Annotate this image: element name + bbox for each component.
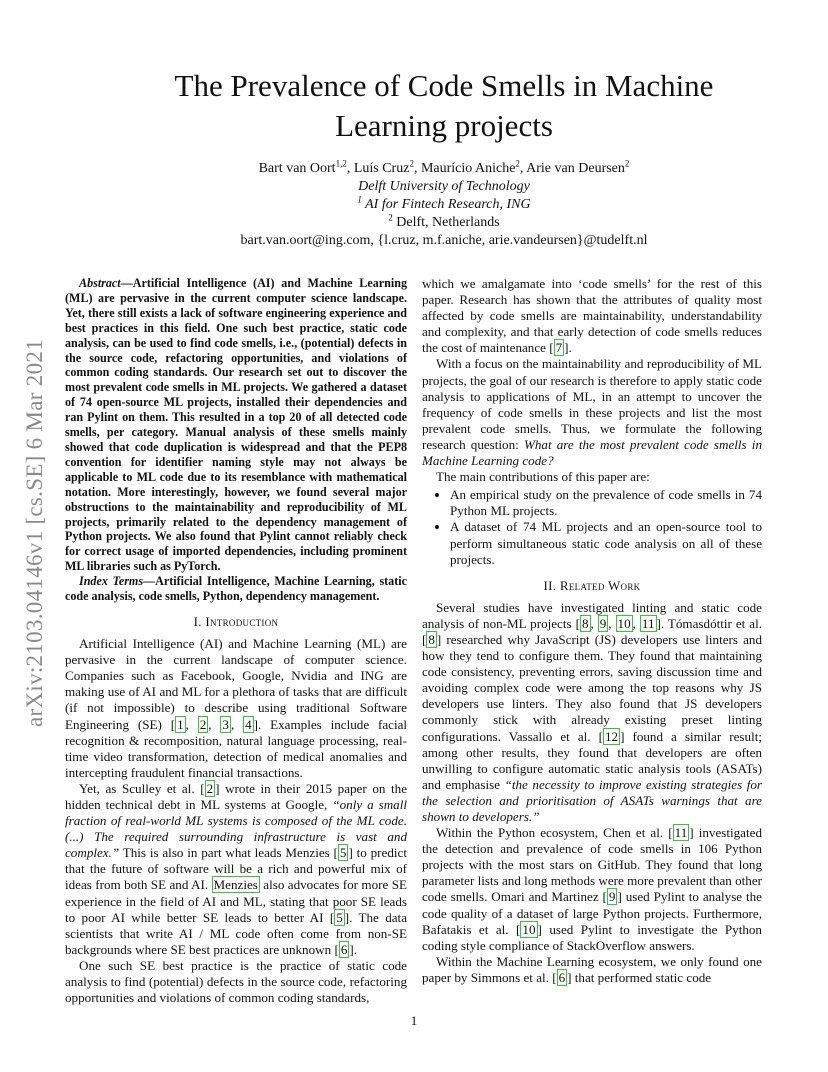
citation-link[interactable]: 2 xyxy=(206,780,214,796)
section-heading-related-work: II. Related Work xyxy=(543,577,641,593)
page-number: 1 xyxy=(410,1013,418,1028)
paragraph: Artificial Intelligence (AI) and Machine Learning (ML) are pervasive in the current landscape of computer science. Companies such as Facebook, Google, Nvidia and ING are making use of AI and ML for a plethora of tasks that are difficult (if not impossible) to describe using traditional Software Engineering (SE) [ 1 , 2 , 3 , 4 ]. Examples include facial recognition & recomposition, natural language processing, real-time video transformation, detection of medical anomalies and intercepting fraudulent financial transactions. xyxy=(65,636,408,780)
paragraph: The main contributions of this paper are: xyxy=(436,469,650,485)
citation-link[interactable]: 9 xyxy=(608,889,616,905)
right-column xyxy=(422,276,762,986)
paragraph: One such SE best practice is the practice of static code analysis to find (potential) defects in the source code, refactoring opportunities and violations of common coding standards, xyxy=(65,957,407,1006)
abstract-text: —Artificial Intelligence (AI) and Machine Learning (ML) are pervasive in the current computer science landscape. Yet, there still exists a lack of software engineering experience and best practices in this field. One such best practice, static code analysis, can be used to find code smells, i.e., (potential) defects in the source code, refactoring opportunities, and violations of common coding standards. Our research set out to discover the most prevalent code smells in ML projects. We gathered a dataset of 74 open-source ML projects, installed their dependencies and ran Pylint on them. This resulted in a top 20 of all detected code smells, per category. Manual analysis of these smells mainly showed that code duplication is widespread and that the PEP8 convention for identifier naming style may not always be applicable to ML code due to its resemblance with mathematical notation. More interestingly, however, we found several major obstructions to the maintainability and reproducibility of ML projects, primarily related to the dependency management of Python projects. We also found that Pylint cannot reliably check for correct usage of imported dependencies, including prominent ML libraries such as PyTorch. xyxy=(65,276,407,574)
contributions-list xyxy=(422,487,762,567)
paragraph xyxy=(422,356,762,469)
paragraph: Within the Machine Learning ecosystem, we only found one paper by Simmons et al. [ 6 ] that performed static code xyxy=(422,953,762,985)
citation-link[interactable]: 12 xyxy=(604,728,619,744)
arxiv-stamp xyxy=(20,295,50,770)
text: Within the Python ecosystem, Chen et al. xyxy=(436,825,669,841)
text: . Examples include facial recognition & recomposition, natural language processing, real-time video transformation, detection of medical anomalies and intercepting fraudulent financial transactions. xyxy=(65,716,408,780)
affiliation-text: Delft, Netherlands xyxy=(392,215,500,230)
affiliation-1 xyxy=(80,196,808,214)
affiliation-text: AI for Fintech Research, ING xyxy=(361,197,531,212)
citation-link[interactable]: 6 xyxy=(340,941,348,957)
citation-link[interactable]: 5 xyxy=(336,909,343,925)
author-name: , Maurício Aniche xyxy=(413,161,516,176)
citation-link[interactable]: Menzies xyxy=(213,877,258,893)
section-heading-introduction: I. Introduction xyxy=(193,613,279,629)
paragraph: Several studies have investigated linting and static code analysis of non-ML projects [ 8 , 9 , 10 , 11 ]. Tómasdóttir et al. [ 8 ] researched why JavaScript (JS) developers use linters and how they tend to configure them. They found that maintaining code consistency, preventing errors, saving discussion time and avoiding complex code were among the top reasons why JS developers use linters. They also found that JS developers commonly stick with already existing preset linting configurations. Vassallo et al. [ 12 ] found a similar result; among other results, they found that developers are often unwilling to configure automatic static analysis tools (ASATs) and emphasise “the necessity to improve existing strategies for the selection and prioritisation of ASATs warnings that are shown to developers.” xyxy=(422,599,762,824)
citation-link[interactable]: 9 xyxy=(599,615,607,631)
citation-link[interactable]: 4 xyxy=(245,716,252,732)
text: Within the Machine Learning ecosystem, we only found one paper by Simmons et al. xyxy=(422,953,762,985)
citation-link[interactable]: 2 xyxy=(199,716,207,732)
text: to predict that the future of software will be a rich and powerful mix of ideas from both SE and AI. xyxy=(65,845,407,893)
citation-link[interactable]: 8 xyxy=(428,631,435,647)
citation-link[interactable]: 10 xyxy=(522,921,536,937)
abstract-label: Abstract xyxy=(79,276,121,290)
text: investigated the detection and prevalence of code smells in 106 Python projects with the most stars on GitHub. They found that long parameter lists and long methods were more prevalent than other code smells. Omari and Martinez xyxy=(422,825,762,905)
text: With a focus on the maintainability and reproducibility of ML projects, the goal of our research is therefore to apply static code analysis to applications of ML, in an attempt to uncover the frequency of code smells in these projects and list the most prevalent code smells. Thus, we formulate the following research question: xyxy=(422,356,762,452)
text: also advocates for more SE experience in the field of AI and ML, stating that poor SE leads to poor AI while better SE leads to better AI xyxy=(65,877,408,925)
text: Artificial Intelligence (AI) and Machine Learning (ML) are pervasive in the current landscape of computer science. Companies such as Facebook, Google, Nvidia and ING are making use of AI and ML for a plethora of tasks that are difficult (if not impossible) to describe using traditional Software Engineering (SE) xyxy=(65,636,407,732)
paragraph: Yet, as Sculley et al. [ 2 ] wrote in their 2015 paper on the hidden technical debt in ML systems at Google, “only a small fraction of real-world ML systems is composed of the ML code. (...) The required surrounding infrastructure is vast and complex.” This is also in part what leads Menzies [ 5 ] to predict that the future of software will be a rich and powerful mix of ideas from both SE and AI. Menzies also advocates for more SE experience in the field of AI and ML, stating that poor SE leads to poor AI while better SE leads to better AI [ 5 ]. The data scientists that write AI / ML code often come from non-SE backgrounds where SE best practices are unknown [ 6 ]. xyxy=(65,780,408,957)
citation-link[interactable]: 3 xyxy=(222,716,229,732)
text: Yet, as Sculley et al. xyxy=(79,780,201,796)
affiliation-mark: 2 xyxy=(409,158,414,169)
paragraph: which we amalgamate into ‘code smells’ for the rest of this paper. Research has shown that the attributes of quality most affected by code smells are maintainability, understandability and complexity, and that early detection of code smells reduces the cost of maintenance [ 7 ]. xyxy=(422,276,762,356)
index-terms xyxy=(65,574,407,604)
title-line-2: Learning projects xyxy=(335,108,553,143)
text: used Pylint to analyse the code quality of a dataset of large Python projects. Furthermore, Bafatakis et al. xyxy=(422,889,762,937)
text: which we amalgamate into ‘code smells’ for the rest of this paper. Research has shown that the attributes of quality most affected by code smells are maintainability, understandability and complexity, and that early detection of code smells reduces the cost of maintenance xyxy=(422,276,762,356)
citation-link[interactable]: 11 xyxy=(674,825,688,841)
arxiv-stamp-text: arXiv:2103.04146v1 [cs.SE] 6 Mar 2021 xyxy=(22,338,47,727)
author-name: Bart van Oort xyxy=(258,161,336,176)
left-column xyxy=(65,276,407,1006)
citation-link[interactable]: 10 xyxy=(617,615,631,631)
quote: “only a small fraction of real-world ML systems is composed of the ML code. (...) The required surrounding infrastructure is vast and complex.” xyxy=(65,796,408,861)
paragraph: Within the Python ecosystem, Chen et al. [ 11 ] investigated the detection and prevalence of code smells in 106 Python projects with the most stars on GitHub. They found that long parameter lists and long methods were more prevalent than other code smells. Omari and Martinez [ 9 ] used Pylint to analyse the code quality of a dataset of large Python projects. Furthermore, Bafatakis et al. [ 10 ] used Pylint to investigate the Python coding style compliance of StackOverflow answers. xyxy=(422,825,762,953)
list-item: • A dataset of 74 ML projects and an open-source tool to perform simultaneous static code analysis on all of these projects. xyxy=(450,519,762,567)
author-block xyxy=(80,160,808,250)
affiliation-mark: 2 xyxy=(515,158,520,169)
affiliation-mark: 1 xyxy=(357,194,362,205)
index-terms-text: —Artificial Intelligence, Machine Learning, static code analysis, code smells, Python, dependency management. xyxy=(65,574,407,604)
text: . The data scientists that write AI / ML code often come from non-SE backgrounds where SE best practices are unknown xyxy=(65,909,408,957)
citation-link[interactable]: 8 xyxy=(581,615,589,631)
text: researched why JavaScript (JS) developers use linters and how they tend to configure them. They found that maintaining code consistency, preventing errors, saving discussion time and avoiding complex code were among the top reasons why JS developers use linters. They also found that JS developers commonly stick with already existing preset linting configurations. Vassallo et al. xyxy=(422,631,762,744)
quote: “the necessity to improve existing strategies for the selection and prioritisation of ASATs warnings that are shown to developers.” xyxy=(422,776,762,824)
text: . Tómasdóttir et al. xyxy=(660,615,762,631)
affiliation-mark: 2 xyxy=(624,158,630,169)
text: . xyxy=(353,941,358,957)
text: that performed static code xyxy=(571,969,712,985)
citation-link[interactable]: 7 xyxy=(555,340,563,356)
affiliation-mark: 1,2 xyxy=(335,158,347,169)
author-names xyxy=(80,160,808,178)
author-name: , Luís Cruz xyxy=(346,161,410,176)
affiliation-mark: 2 xyxy=(388,212,393,223)
author-name: , Arie van Deursen xyxy=(519,161,625,176)
citation-link[interactable]: 11 xyxy=(641,615,655,631)
text: found a similar result; among other results, they found that developers are often unwilling to configure automatic static analysis tools (ASATs) and emphasise xyxy=(422,728,762,792)
abstract xyxy=(65,276,407,574)
title-line-1: The Prevalence of Code Smells in Machine xyxy=(174,68,714,103)
citation-link[interactable]: 6 xyxy=(558,969,566,985)
citation-link[interactable]: 5 xyxy=(339,845,347,861)
text: used Pylint to investigate the Python coding style compliance of StackOverflow answers. xyxy=(422,921,762,953)
citation-link[interactable]: 1 xyxy=(177,716,184,732)
text: Several studies have investigated linting and static code analysis of non-ML projects xyxy=(422,599,762,631)
affiliation-0: Delft University of Technology xyxy=(358,179,530,194)
index-terms-label: Index Terms xyxy=(79,574,144,589)
affiliation-2 xyxy=(80,214,808,232)
list-item: • An empirical study on the prevalence of code smells in 74 Python ML projects. xyxy=(450,487,762,519)
author-emails: bart.van.oort@ing.com, {l.cruz, m.f.aniche, arie.vandeursen}@tudelft.nl xyxy=(240,233,648,248)
text: . xyxy=(568,340,572,356)
text: This is also in part what leads Menzies xyxy=(119,845,334,861)
text: wrote in their 2015 paper on the hidden technical debt in ML systems at Google, xyxy=(65,780,408,812)
paper-title xyxy=(80,66,808,146)
research-question: What are the most prevalent code smells in Machine Learning code? xyxy=(422,436,762,469)
